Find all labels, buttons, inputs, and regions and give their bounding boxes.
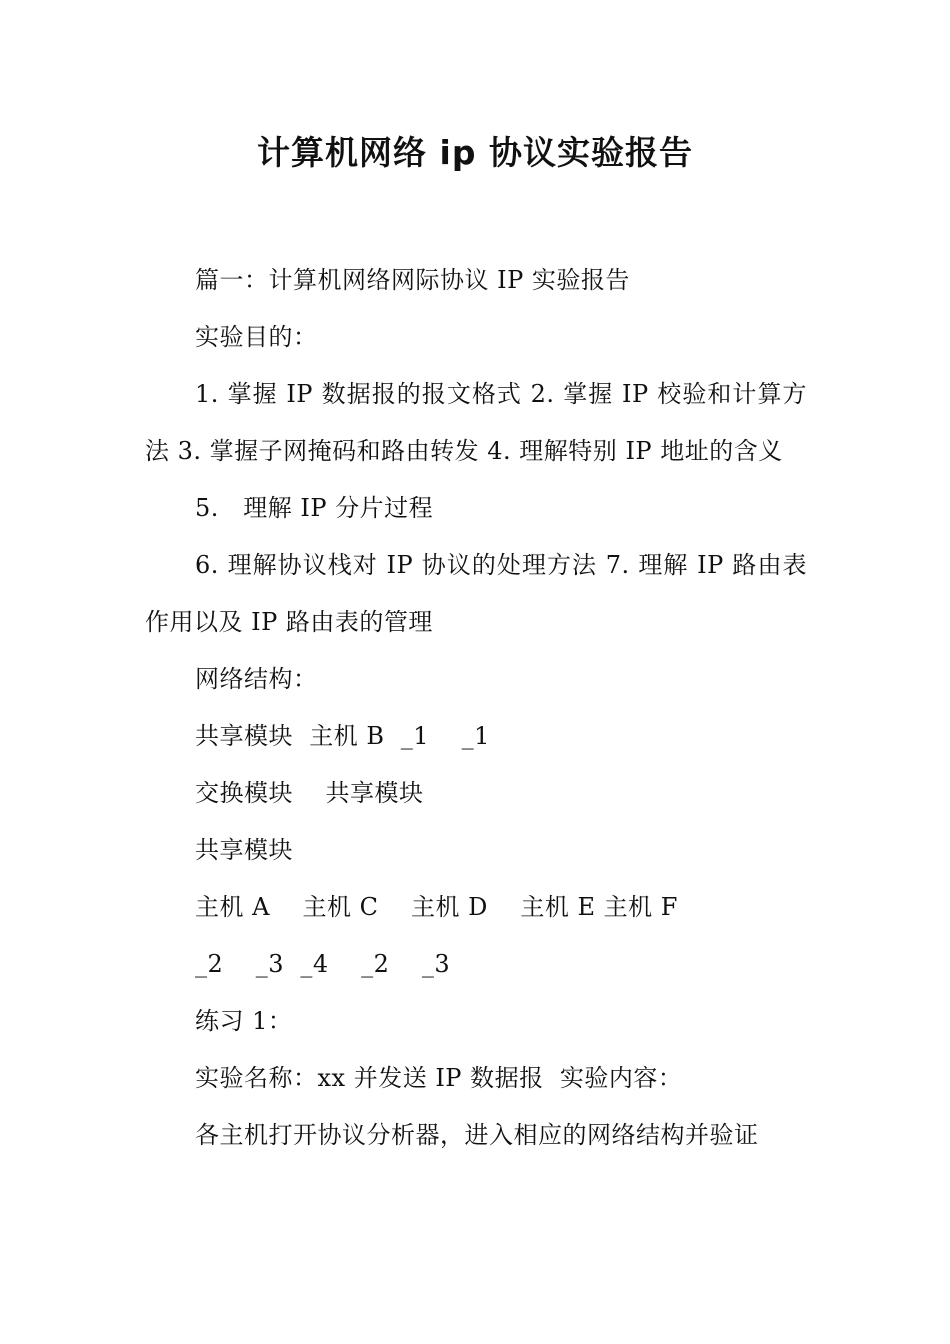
document-title: 计算机网络 ip 协议实验报告 xyxy=(257,133,693,172)
objectives-label: 实验目的： xyxy=(195,323,318,351)
exercise-label: 练习 1： xyxy=(195,1007,293,1035)
experiment-name-line: 实验名称：xx 并发送 IP 数据报 实验内容： xyxy=(195,1064,683,1092)
network-line-2: 交换模块 共享模块 xyxy=(195,779,424,807)
network-line-3: 共享模块 xyxy=(195,836,293,864)
section-heading: 篇一：计算机网络网际协议 IP 实验报告 xyxy=(195,266,630,294)
network-suffix-line: _2 _3 _4 _2 _3 xyxy=(195,950,451,978)
network-line-1: 共享模块 主机 B _1 _1 xyxy=(195,722,490,750)
objectives-paragraph-1: 1. 掌握 IP 数据报的报文格式 2. 掌握 IP 校验和计算方法 3. 掌握子网掩码和路由转发 4. 理解特别 IP 地址的含义 xyxy=(145,380,807,465)
objectives-paragraph-2: 6. 理解协议栈对 IP 协议的处理方法 7. 理解 IP 路由表作用以及 IP 路由表的管理 xyxy=(145,551,807,636)
objective-item-5: 5. 理解 IP 分片过程 xyxy=(195,494,434,522)
experiment-content-line: 各主机打开协议分析器，进入相应的网络结构并验证 xyxy=(195,1121,759,1149)
document-body xyxy=(145,252,807,1164)
network-hosts-line: 主机 A 主机 C 主机 D 主机 E 主机 F xyxy=(195,893,678,921)
network-structure-label: 网络结构： xyxy=(195,665,318,693)
